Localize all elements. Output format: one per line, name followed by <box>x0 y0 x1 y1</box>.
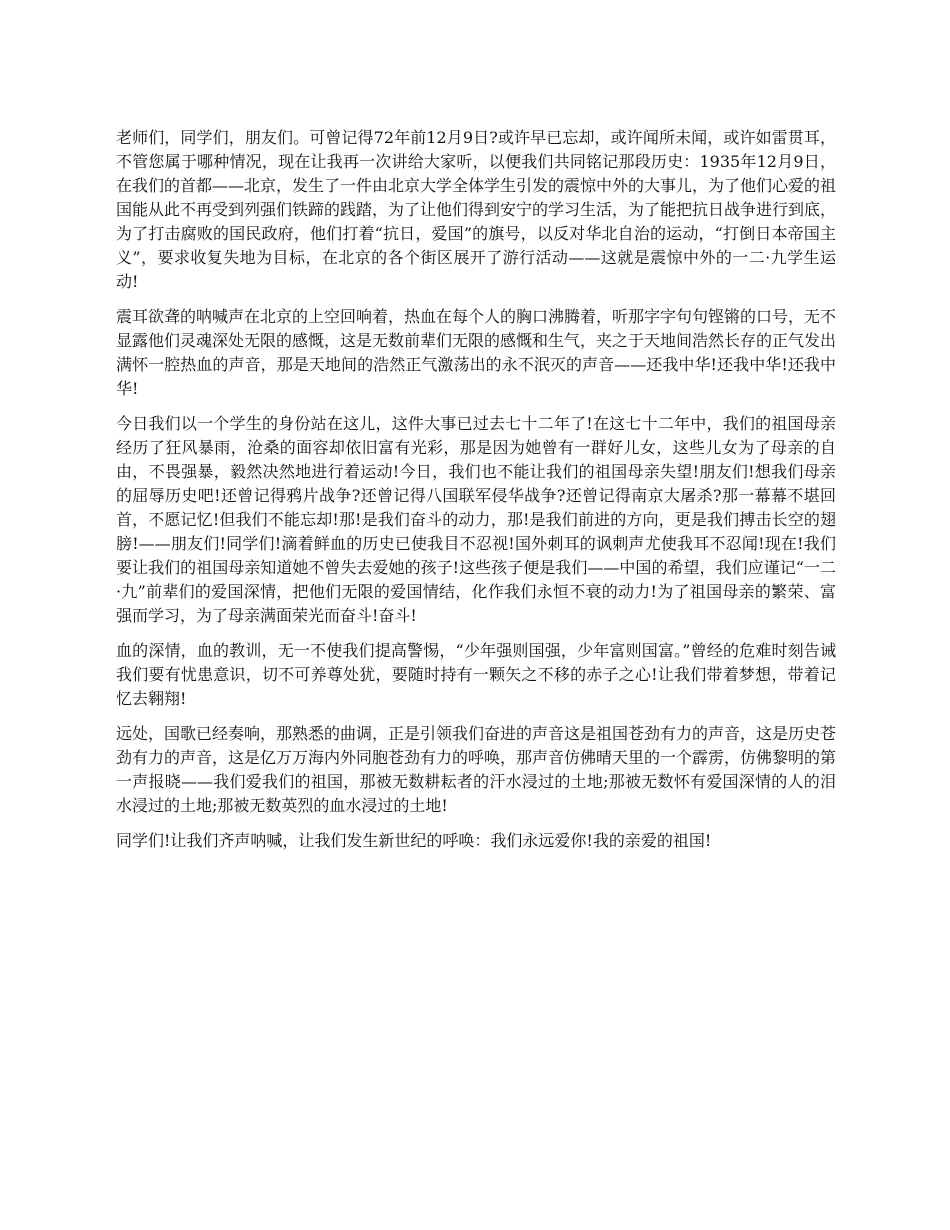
paragraph-4: 血的深情，血的教训，无一不使我们提高警惕，“少年强则国强，少年富则国富。”曾经的危难时刻告诫我们要有忧患意识，切不可养尊处犹，要随时持有一颗矢之不移的赤子之心!让我们带着梦想，带着记忆去翱翔! <box>116 641 836 708</box>
document-page <box>116 126 836 864</box>
paragraph-5: 远处，国歌已经奏响，那熟悉的曲调，正是引领我们奋进的声音这是祖国苍劲有力的声音，这是历史苍劲有力的声音，这是亿万万海内外同胞苍劲有力的呼唤，那声音仿佛晴天里的一个霹雳，仿佛黎明的第一声报晓——我们爱我们的祖国，那被无数耕耘者的汗水浸过的土地;那被无数怀有爱国深情的人的泪水浸过的土地;那被无数英烈的血水浸过的土地! <box>116 724 837 815</box>
paragraph-6: 同学们!让我们齐声呐喊，让我们发生新世纪的呼唤：我们永远爱你!我的亲爱的祖国! <box>116 831 712 850</box>
paragraph-1: 老师们，同学们，朋友们。可曾记得72年前12月9日?或许早已忘却，或许闻所未闻，或许如雷贯耳，不管您属于哪种情况，现在让我再一次讲给大家听，以便我们共同铭记那段历史：1935年12月9日，在我们的首都——北京，发生了一件由北京大学全体学生引发的震惊中外的大事儿，为了他们心爱的祖国能从此不再受到列强们铁蹄的践踏，为了让他们得到安宁的学习生活，为了能把抗日战争进行到底，为了打击腐败的国民政府，他们打着“抗日，爱国”的旗号，以反对华北自治的运动，“打倒日本帝国主义”，要求收复失地为目标，在北京的各个街区展开了游行活动——这就是震惊中外的一二·九学生运动! <box>116 128 837 291</box>
paragraph-3: 今日我们以一个学生的身份站在这儿，这件大事已过去七十二年了!在这七十二年中，我们的祖国母亲经历了狂风暴雨，沧桑的面容却依旧富有光彩，那是因为她曾有一群好儿女，这些儿女为了母亲的自由，不畏强暴，毅然决然地进行着运动!今日，我们也不能让我们的祖国母亲失望!朋友们!想我们母亲的屈辱历史吧!还曾记得鸦片战争?还曾记得八国联军侵华战争?还曾记得南京大屠杀?那一幕幕不堪回首，不愿记忆!但我们不能忘却!那!是我们奋斗的动力，那!是我们前进的方向，更是我们搏击长空的翅膀!——朋友们!同学们!滴着鲜血的历史已使我目不忍视!国外刺耳的讽刺声尤使我耳不忍闻!现在!我们要让我们的祖国母亲知道她不曾失去爱她的孩子!这些孩子便是我们——中国的希望，我们应谨记“一二·九”前辈们的爱国深情，把他们无限的爱国情结，化作我们永恒不衰的动力!为了祖国母亲的繁荣、富强而学习，为了母亲满面荣光而奋斗!奋斗! <box>116 414 836 625</box>
paragraph-2: 震耳欲聋的呐喊声在北京的上空回响着，热血在每个人的胸口沸腾着，听那字字句句铿锵的口号，无不显露他们灵魂深处无限的感慨，这是无数前辈们无限的感慨和生气，夹之于天地间浩然长存的正气发出满怀一腔热血的声音，那是天地间的浩然正气激荡出的永不泯灭的声音——还我中华!还我中华!还我中华! <box>116 307 837 398</box>
